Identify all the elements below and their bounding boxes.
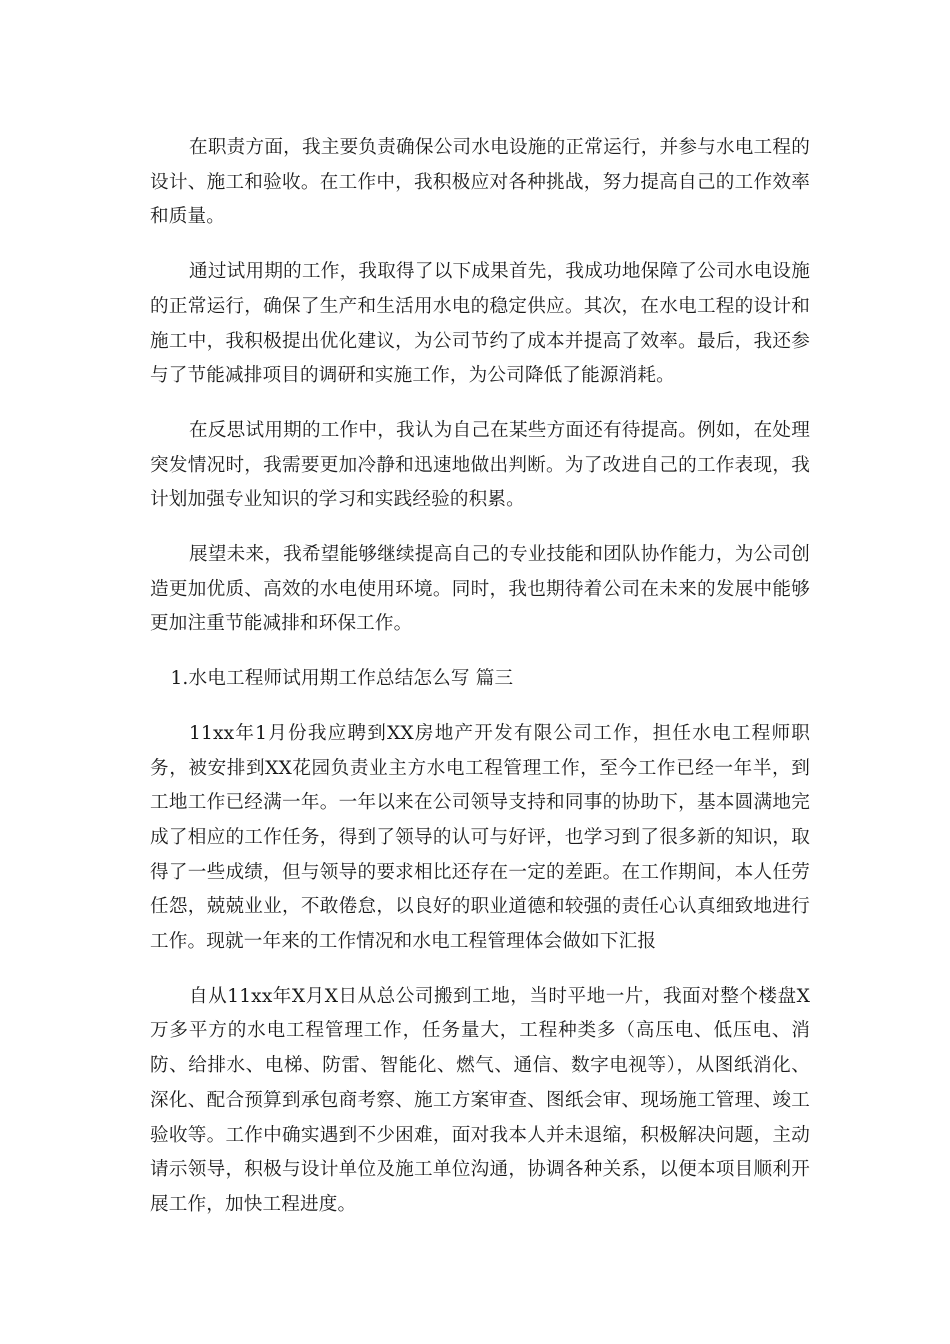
paragraph-achievements: 通过试用期的工作，我取得了以下成果首先，我成功地保障了公司水电设施的正常运行，确保了生产和生活用水电的稳定供应。其次，在水电工程的设计和施工中，我积极提出优化建议，为公司节约了成本并提高了效率。最后，我还参与了节能减排项目的调研和实施工作，为公司降低了能源消耗。	[150, 261, 810, 387]
paragraph-site-work: 自从11xx年X月X日从总公司搬到工地，当时平地一片，我面对整个楼盘X万多平方的水电工程管理工作，任务量大，工程种类多（高压电、低压电、消防、给排水、电梯、防雷、智能化、燃气、通信、数字电视等），从图纸消化、深化、配合预算到承包商考察、施工方案审查、图纸会审、现场施工管理、竣工验收等。工作中确实遇到不少困难，面对我本人并未退缩，积极解决问题，主动请示领导，积极与设计单位及施工单位沟通，协调各种关系，以便本项目顺利开展工作，加快工程进度。	[150, 985, 810, 1215]
paragraph-outlook: 展望未来，我希望能够继续提高自己的专业技能和团队协作能力，为公司创造更加优质、高效的水电使用环境。同时，我也期待着公司在未来的发展中能够更加注重节能减排和环保工作。	[150, 544, 810, 635]
paragraph-responsibilities: 在职责方面，我主要负责确保公司水电设施的正常运行，并参与水电工程的设计、施工和验收。在工作中，我积极应对各种挑战，努力提高自己的工作效率和质量。	[150, 137, 810, 228]
paragraph-introduction: 11xx年1月份我应聘到XX房地产开发有限公司工作，担任水电工程师职务，被安排到XX花园负责业主方水电工程管理工作，至今工作已经一年半，到工地工作已经满一年。一年以来在公司领导支持和同事的协助下，基本圆满地完成了相应的工作任务，得到了领导的认可与好评，也学习到了很多新的知识，取得了一些成绩，但与领导的要求相比还存在一定的差距。在工作期间，本人任劳任怨，兢兢业业，不敢倦怠，以良好的职业道德和较强的责任心认真细致地进行工作。现就一年来的工作情况和水电工程管理体会做如下汇报	[150, 722, 810, 953]
paragraph-reflection: 在反思试用期的工作中，我认为自己在某些方面还有待提高。例如，在处理突发情况时，我需要更加冷静和迅速地做出判断。为了改进自己的工作表现，我计划加强专业知识的学习和实践经验的积累。	[150, 419, 810, 511]
section-heading: 1.水电工程师试用期工作总结怎么写 篇三	[170, 668, 514, 690]
document-body	[150, 131, 810, 1243]
